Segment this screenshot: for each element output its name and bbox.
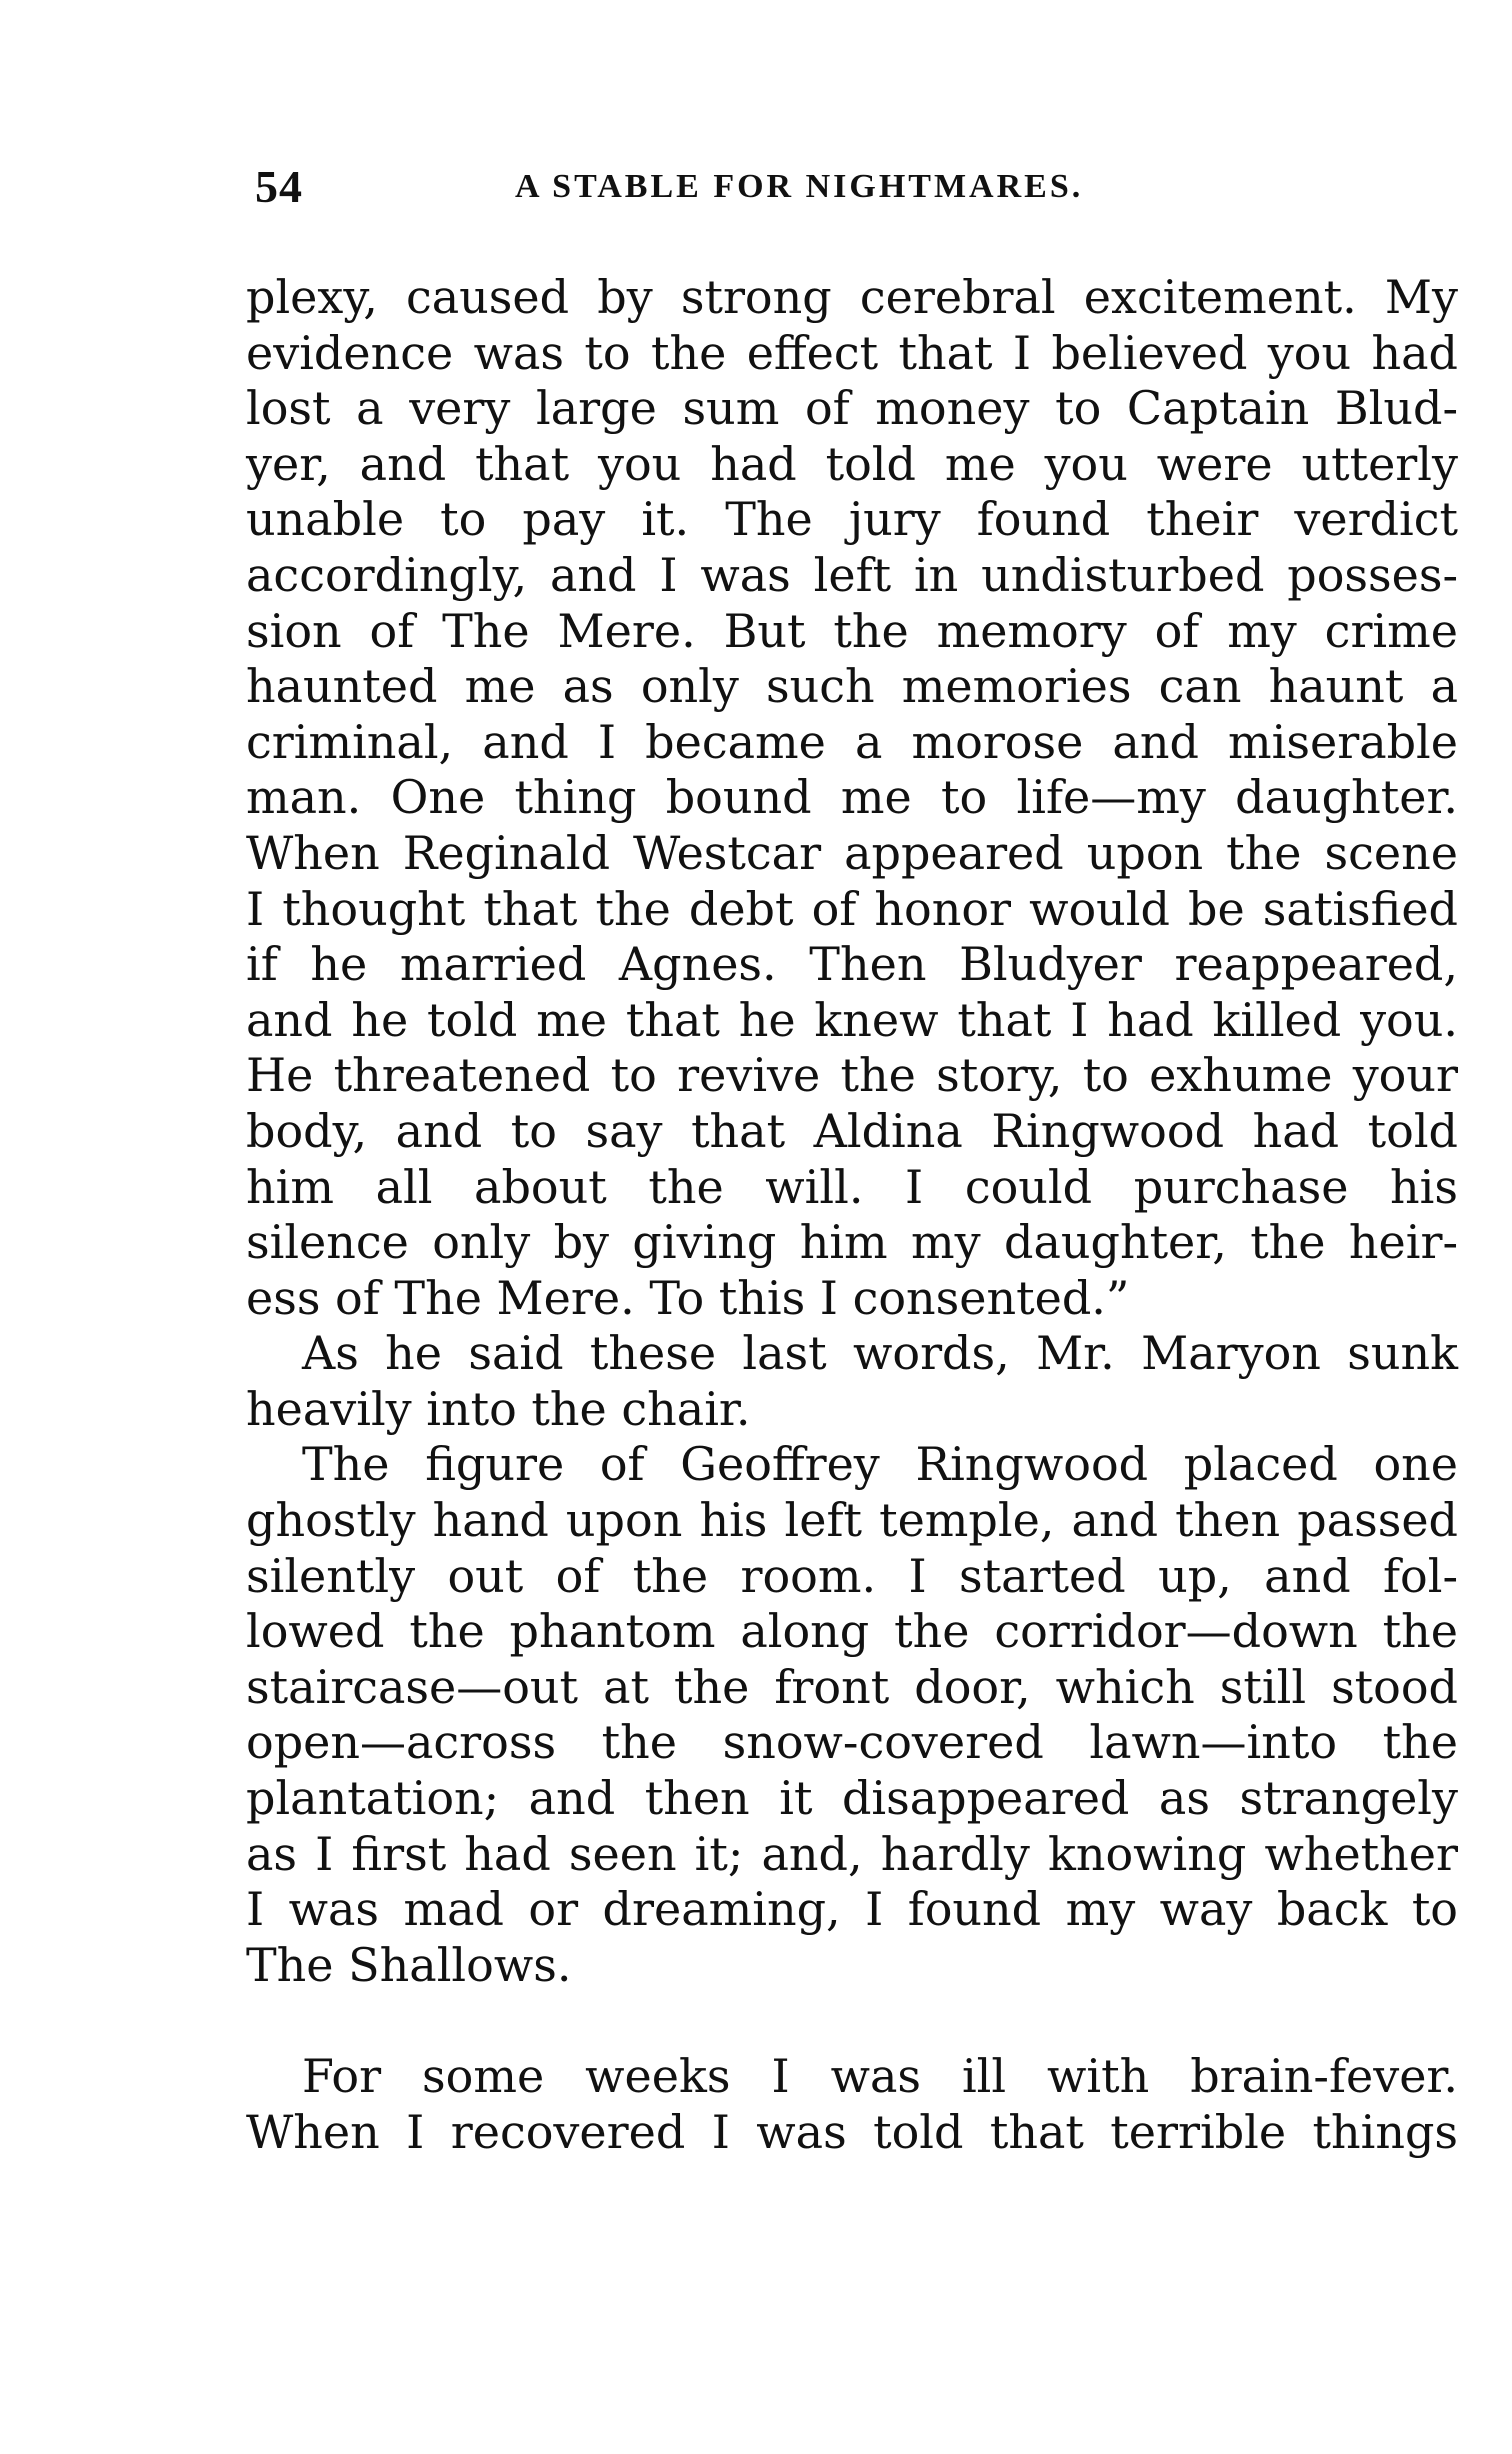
text-line: heavily into the chair. xyxy=(246,1381,751,1436)
text-line: haunted me as only such memories can haunt a xyxy=(246,659,1458,714)
text-line: When Reginald Westcar appeared upon the scene xyxy=(246,825,1458,880)
text-line: For some weeks I was ill with brain-fever. xyxy=(302,2049,1458,2104)
text-line: if he married Agnes. Then Bludyer reappeared, xyxy=(246,937,1458,992)
text-line: as I first had seen it; and, hardly knowing whether xyxy=(246,1826,1458,1881)
text-line: As he said these last words, Mr. Maryon sunk xyxy=(302,1326,1458,1381)
text-line: sion of The Mere. But the memory of my crime xyxy=(246,603,1458,658)
text-line: ess of The Mere. To this I consented.” xyxy=(246,1270,1130,1325)
text-line: and he told me that he knew that I had killed you. xyxy=(246,992,1458,1047)
text-line: lowed the phantom along the corridor—down the xyxy=(246,1604,1458,1659)
text-line: When I recovered I was told that terrible things xyxy=(246,2105,1458,2159)
text-line: staircase—out at the front door, which still stood xyxy=(246,1659,1458,1714)
text-line: him all about the will. I could purchase his xyxy=(246,1159,1458,1214)
running-title: A STABLE FOR NIGHTMARES. xyxy=(515,168,1084,205)
page-number: 54 xyxy=(255,161,303,212)
text-line: I thought that the debt of honor would be satisfied xyxy=(246,881,1458,936)
text-line: plantation; and then it disappeared as strangely xyxy=(246,1771,1458,1826)
text-line: evidence was to the effect that I believed you had xyxy=(246,325,1458,380)
text-line: body, and to say that Aldina Ringwood had told xyxy=(246,1103,1458,1158)
text-line: The figure of Geoffrey Ringwood placed one xyxy=(302,1437,1458,1492)
running-head xyxy=(250,160,1460,220)
text-line: silence only by giving him my daughter, the heir- xyxy=(246,1215,1458,1270)
body-text xyxy=(246,270,1458,2161)
text-line: open—across the snow-covered lawn—into the xyxy=(246,1715,1458,1770)
text-line: criminal, and I became a morose and miserable xyxy=(246,714,1458,769)
text-line: He threatened to revive the story, to exhume your xyxy=(246,1048,1458,1103)
text-line: unable to pay it. The jury found their verdict xyxy=(246,492,1458,547)
text-line: The Shallows. xyxy=(246,1937,572,1992)
text-line: silently out of the room. I started up, and fol- xyxy=(246,1548,1458,1603)
text-line: plexy, caused by strong cerebral excitement. My xyxy=(246,270,1458,324)
text-line: yer, and that you had told me you were utterly xyxy=(246,436,1458,491)
text-line: man. One thing bound me to life—my daughter. xyxy=(246,770,1458,825)
text-line: lost a very large sum of money to Captain Blud- xyxy=(246,381,1458,436)
text-line: ghostly hand upon his left temple, and then passed xyxy=(246,1493,1458,1548)
text-line: accordingly, and I was left in undisturbed posses- xyxy=(246,547,1458,602)
text-line: I was mad or dreaming, I found my way back to xyxy=(246,1882,1458,1937)
